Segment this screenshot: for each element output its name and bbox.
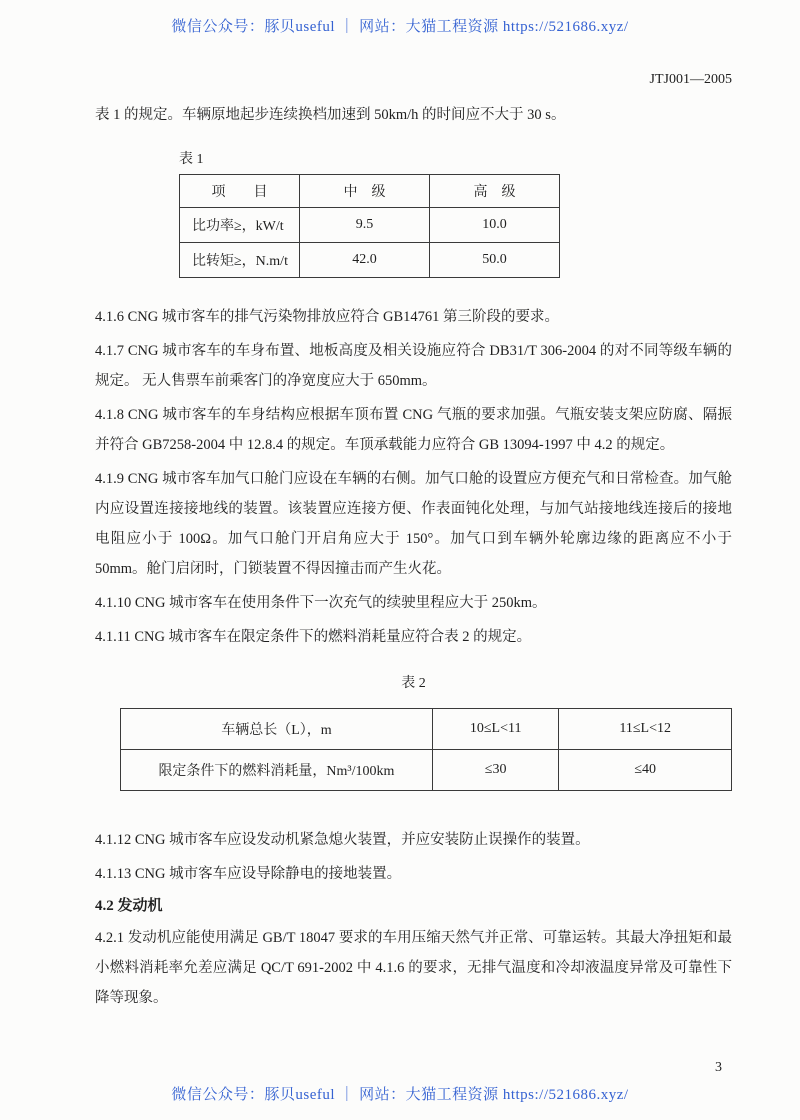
table-header-cell: 中 级 [300,175,430,208]
table-cell: 比功率≥，kW/t [180,208,300,243]
table-cell: 42.0 [300,243,430,278]
table-cell: 10.0 [430,208,560,243]
table-row [121,750,732,791]
table-row [180,243,560,278]
table-header-cell: 高 级 [430,175,560,208]
paragraph-4-1-7: 4.1.7 CNG 城市客车的车身布置、地板高度及相关设施应符合 DB31/T 306-2004 的对不同等级车辆的规定。 无人售票车前乘客门的净宽度应大于 650mm。 [95,343,732,389]
table2-caption: 表 2 [401,676,426,691]
intro-paragraph: 表 1 的规定。车辆原地起步连续换档加速到 50km/h 的时间应不大于 30 s。 [95,107,566,123]
table-cell: 50.0 [430,243,560,278]
paragraph-4-1-8: 4.1.8 CNG 城市客车的车身结构应根据车顶布置 CNG 气瓶的要求加强。气瓶安装支架应防腐、隔振并符合 GB7258-2004 中 12.8.4 的规定。车顶承载能力应符合 GB 13094-1997 中 4.2 的规定。 [95,407,732,453]
table-1 [179,174,560,278]
watermark-top: 微信公众号：豚贝useful ｜ 网站：大猫工程资源 https://521686.xyz/ [171,19,629,35]
doc-code: JTJ001—2005 [649,72,732,87]
table-row [180,175,560,208]
watermark-bottom: 微信公众号：豚贝useful ｜ 网站：大猫工程资源 https://521686.xyz/ [171,1087,629,1103]
table-row [121,709,732,750]
paragraph-4-2-1: 4.2.1 发动机应能使用满足 GB/T 18047 要求的车用压缩天然气并正常、可靠运转。其最大净扭矩和最小燃料消耗率允差应满足 QC/T 691-2002 中 4.1.6 的要求，无排气温度和冷却液温度异常及可靠性下降等现象。 [95,930,732,1006]
table-cell: ≤40 [559,750,732,791]
table-cell: ≤30 [432,750,559,791]
table1-caption: 表 1 [179,152,204,167]
table-cell: 限定条件下的燃料消耗量，Nm³/100km [121,750,433,791]
paragraph-4-1-6: 4.1.6 CNG 城市客车的排气污染物排放应符合 GB14761 第三阶段的要求。 [95,309,560,325]
paragraph-4-1-11: 4.1.11 CNG 城市客车在限定条件下的燃料消耗量应符合表 2 的规定。 [95,629,532,645]
table-cell: 车辆总长（L），m [121,709,433,750]
paragraph-4-1-13: 4.1.13 CNG 城市客车应设导除静电的接地装置。 [95,866,402,882]
table-header-cell: 项 目 [180,175,300,208]
table-cell: 10≤L<11 [432,709,559,750]
table-row [180,208,560,243]
section-heading-4-2: 4.2 发动机 [95,898,163,914]
page-number: 3 [715,1060,722,1075]
table-2 [120,708,732,791]
document-body [95,100,732,1013]
paragraph-4-1-9: 4.1.9 CNG 城市客车加气口舱门应设在车辆的右侧。加气口舱的设置应方便充气和日常检查。加气舱内应设置连接接地线的装置。该装置应连接方便、作表面钝化处理，与加气站接地线连接后的接地电阻应小于 100Ω。加气口舱门开启角应大于 150°。加气口到车辆外轮廓边缘的距离应不小于 50mm。舱门启闭时，门锁装置不得因撞击而产生火花。 [95,471,732,577]
paragraph-4-1-10: 4.1.10 CNG 城市客车在使用条件下一次充气的续驶里程应大于 250km。 [95,595,547,611]
table-cell: 比转矩≥，N.m/t [180,243,300,278]
table-cell: 11≤L<12 [559,709,732,750]
paragraph-4-1-12: 4.1.12 CNG 城市客车应设发动机紧急熄火装置，并应安装防止误操作的装置。 [95,832,590,848]
table-cell: 9.5 [300,208,430,243]
